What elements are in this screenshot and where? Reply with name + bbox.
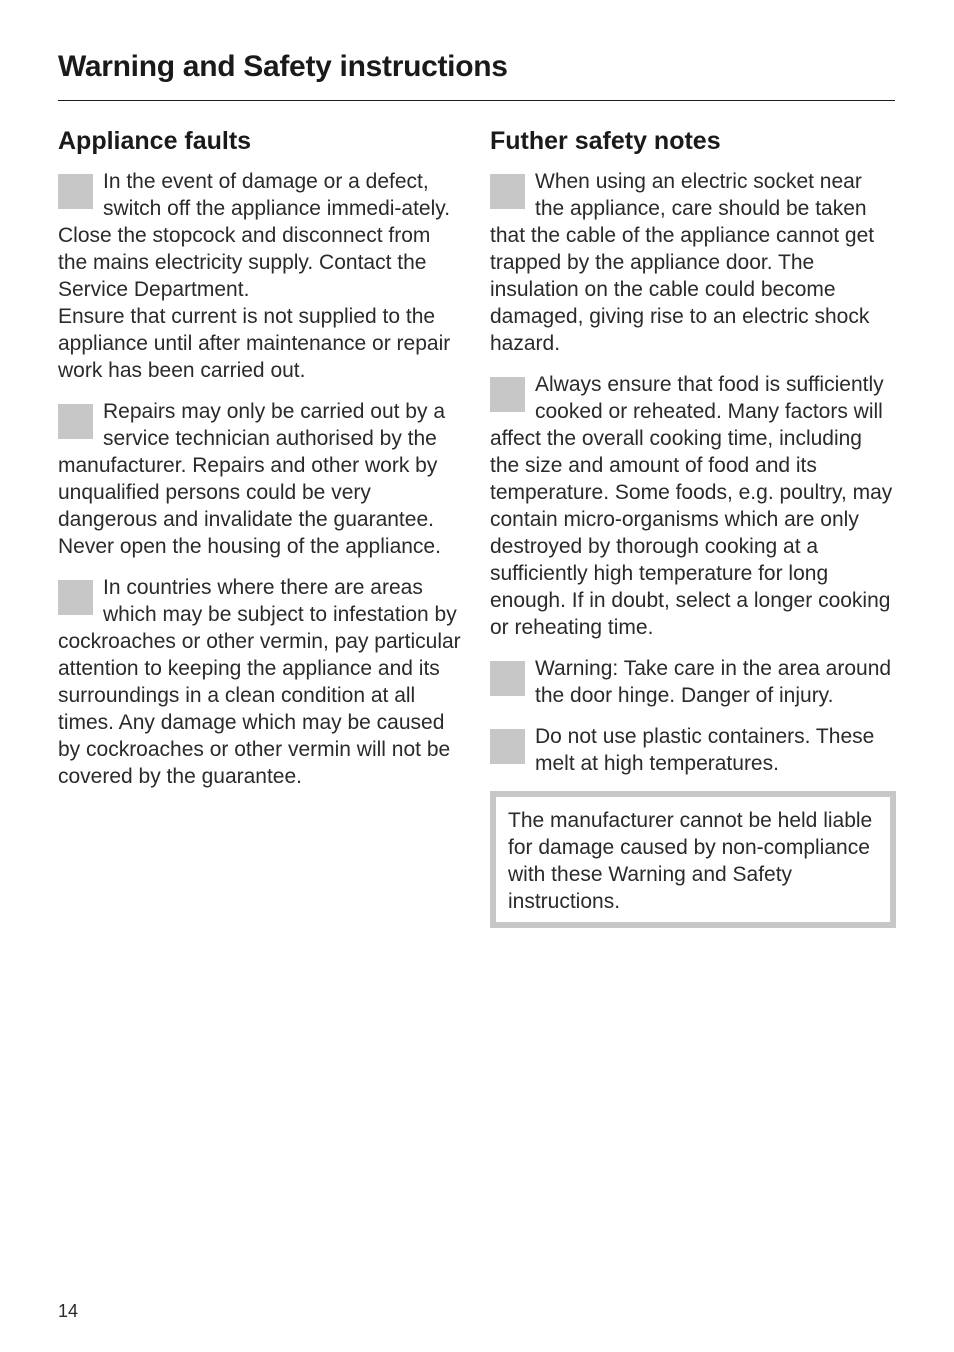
section-heading-appliance-faults: Appliance faults (58, 127, 252, 155)
note-text: In countries where there are areas which may be subject to infestation by cockroaches or other vermin, pay particular attention to keeping the appliance and its surroundings in a clean condition at all times. Any damage which may be caused by cockroaches or other vermin will not be covered by the guarantee. (58, 576, 461, 788)
safety-note (58, 398, 464, 560)
section-heading-further-safety-notes: Futher safety notes (490, 127, 721, 155)
title-divider (58, 100, 895, 101)
note-text: Do not use plastic containers. These melt at high temperatures. (535, 725, 875, 775)
liability-notice: The manufacturer cannot be held liable for damage caused by non-compliance with these Warning and Safety instructions. (490, 791, 896, 928)
warning-marker-icon (58, 174, 93, 209)
safety-note (58, 574, 464, 790)
warning-marker-icon (490, 729, 525, 764)
note-text: In the event of damage or a defect, switch off the appliance immedi-ately. Close the stopcock and disconnect from the mains electricity supply. Contact the Service Department. (58, 170, 451, 301)
safety-note (58, 168, 464, 384)
safety-note (490, 371, 896, 641)
warning-marker-icon (490, 174, 525, 209)
note-text: Always ensure that food is sufficiently cooked or reheated. Many factors will affect the overall cooking time, including the size and amount of food and its temperature. Some foods, e.g. poultry, may contain micro-organisms which are only destroyed by thorough cooking at a sufficiently high temperature for long enough. If in doubt, select a longer cooking or reheating time. (490, 373, 893, 639)
note-text: When using an electric socket near the appliance, care should be taken that the cable of the appliance cannot get trapped by the appliance door. The insulation on the cable could become damaged, giving rise to an electric shock hazard. (490, 170, 875, 355)
warning-marker-icon (58, 580, 93, 615)
safety-note (490, 723, 896, 777)
safety-note (490, 168, 896, 357)
warning-marker-icon (58, 404, 93, 439)
warning-marker-icon (490, 661, 525, 696)
page-title: Warning and Safety instructions (58, 50, 508, 83)
note-text: Repairs may only be carried out by a service technician authorised by the manufacturer. Repairs and other work by unqualified persons could be very dangerous and invalidate the guarantee. Never open the housing of the appliance. (58, 400, 445, 558)
page-number: 14 (58, 1301, 79, 1321)
note-text: Warning: Take care in the area around the door hinge. Danger of injury. (535, 657, 892, 707)
safety-note (490, 655, 896, 709)
warning-marker-icon (490, 377, 525, 412)
appliance-faults-section (58, 125, 464, 804)
further-safety-notes-section (490, 125, 896, 928)
note-text: Ensure that current is not supplied to the appliance until after maintenance or repair work has been carried out. (58, 305, 451, 382)
